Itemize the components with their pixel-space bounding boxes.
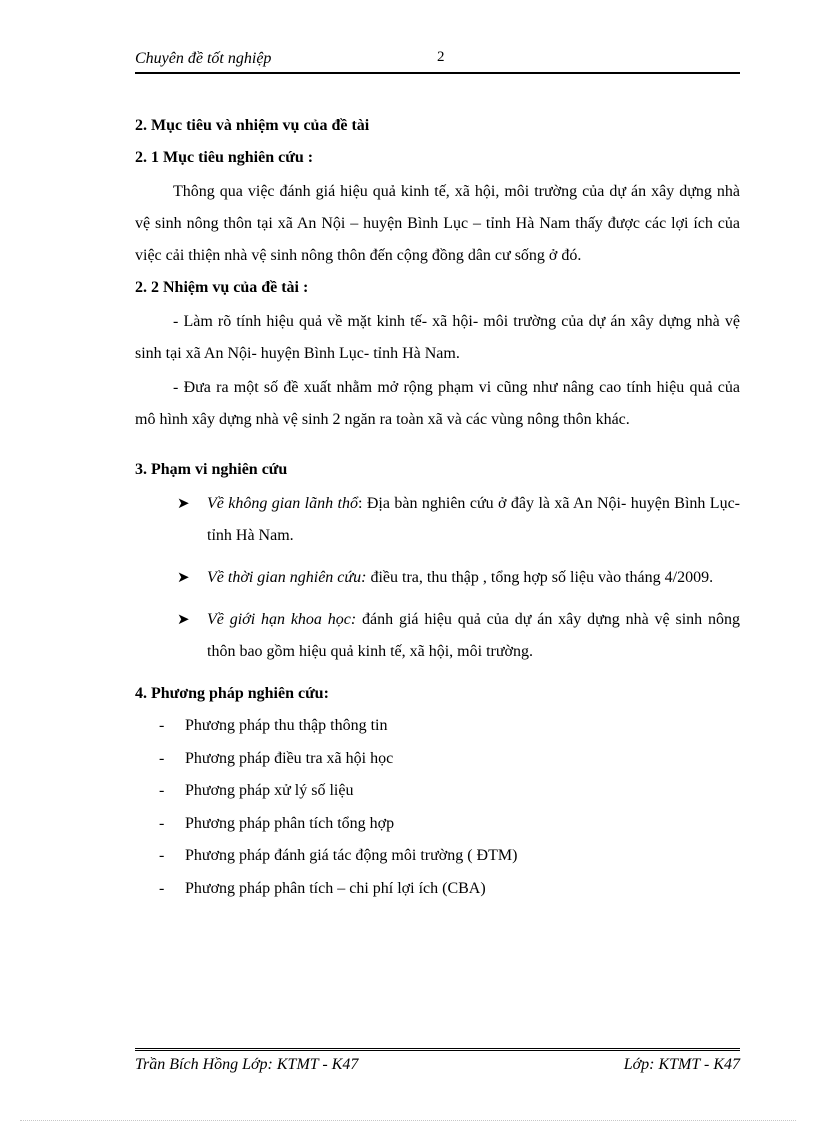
list-item — [135, 604, 740, 668]
footer-class: Lớp: KTMT - K47 — [623, 1056, 740, 1073]
list-item — [135, 710, 740, 743]
section-2-2-paragraph-2: - Đưa ra một số đề xuất nhằm mở rộng phạm vi cũng như nâng cao tính hiệu quả của mô hình xây dựng nhà vệ sinh 2 ngăn ra toàn xã và các vùng nông thôn khác. — [135, 379, 740, 428]
scope-separator: : — [357, 495, 363, 512]
scope-text: đánh giá hiệu quả của dự án xây dựng nhà vệ sinh nông thôn bao gồm hiệu quả kinh tế, xã hội, môi trường. — [207, 611, 740, 660]
method-label: Phương pháp đánh giá tác động môi trường ( ĐTM) — [185, 847, 518, 864]
section-2-2-heading: 2. 2 Nhiệm vụ của đề tài : — [135, 279, 309, 296]
scope-text: Địa bàn nghiên cứu ở đây là xã An Nội- huyện Bình Lục- tỉnh Hà Nam. — [207, 495, 741, 544]
section-2-1-heading: 2. 1 Mục tiêu nghiên cứu : — [135, 149, 314, 166]
list-item — [135, 873, 740, 906]
scope-label: Về giới hạn khoa học: — [207, 611, 357, 628]
list-item — [135, 562, 740, 594]
page-edge-divider — [20, 1120, 796, 1121]
page-footer — [135, 1048, 740, 1079]
dash-bullet: - — [159, 847, 165, 864]
page-number: 2 — [437, 49, 445, 65]
dash-bullet: - — [159, 814, 165, 832]
footer-author: Trần Bích Hồng Lớp: KTMT - K47 — [135, 1056, 359, 1073]
section-2-1-body: Thông qua việc đánh giá hiệu quả kinh tế, xã hội, môi trường của dự án xây dựng nhà vệ sinh nông thôn tại xã An Nội – huyện Bình Lục – tỉnh Hà Nam thấy được các lợi ích của việc cải thiện nhà vệ sinh nông thôn đến cộng đồng dân cư sống ở đó. — [135, 183, 740, 264]
scope-text: điều tra, thu thập , tổng hợp số liệu vào tháng 4/2009. — [366, 569, 714, 586]
method-label: Phương pháp phân tích tổng hợp — [185, 814, 395, 832]
scope-list — [135, 488, 740, 668]
arrow-bullet-icon: ➤ — [177, 612, 190, 628]
method-label: Phương pháp thu thập thông tin — [185, 717, 388, 734]
page-header — [135, 48, 740, 74]
dash-bullet: - — [159, 782, 165, 799]
scope-label: Về thời gian nghiên cứu: — [207, 569, 367, 586]
arrow-bullet-icon: ➤ — [177, 570, 190, 586]
arrow-bullet-icon: ➤ — [177, 496, 190, 512]
dash-bullet: - — [159, 879, 165, 897]
page-content — [135, 110, 740, 905]
section-3-heading: 3. Phạm vi nghiên cứu — [135, 461, 288, 478]
section-4-heading: 4. Phương pháp nghiên cứu: — [135, 685, 329, 702]
dash-bullet: - — [159, 717, 165, 734]
method-label: Phương pháp điều tra xã hội học — [185, 749, 394, 767]
header-title: Chuyên đề tốt nghiệp — [135, 50, 272, 67]
methods-list — [135, 710, 740, 905]
method-label: Phương pháp xử lý số liệu — [185, 782, 354, 799]
dash-bullet: - — [159, 749, 165, 767]
section-2-2-paragraph-1: - Làm rõ tính hiệu quả về mặt kinh tế- xã hội- môi trường của dự án xây dựng nhà vệ sinh tại xã An Nội- huyện Bình Lục- tỉnh Hà Nam. — [135, 313, 740, 362]
list-item — [135, 808, 740, 841]
section-2-heading: 2. Mục tiêu và nhiệm vụ của đề tài — [135, 117, 370, 134]
list-item — [135, 488, 740, 552]
scope-label: Về không gian lãnh thổ — [207, 495, 358, 512]
method-label: Phương pháp phân tích – chi phí lợi ích (CBA) — [185, 879, 486, 897]
list-item — [135, 743, 740, 776]
list-item — [135, 775, 740, 808]
list-item — [135, 840, 740, 873]
